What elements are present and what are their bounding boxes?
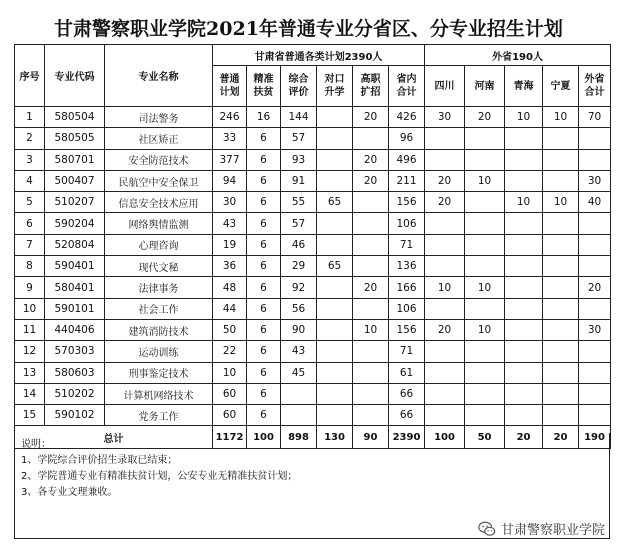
cell-name: 网络舆情监测 xyxy=(105,213,213,234)
cell-value xyxy=(579,341,611,362)
cell-value: 57 xyxy=(281,128,317,149)
cell-seq: 1 xyxy=(15,107,45,128)
cell-value: 30 xyxy=(579,319,611,340)
cell-code: 520804 xyxy=(45,234,105,255)
cell-value xyxy=(353,341,389,362)
cell-value xyxy=(579,128,611,149)
cell-value: 20 xyxy=(579,277,611,298)
cell-seq: 10 xyxy=(15,298,45,319)
cell-value xyxy=(353,405,389,426)
cell-value xyxy=(465,149,505,170)
cell-value: 6 xyxy=(247,192,281,213)
cell-value xyxy=(281,405,317,426)
cell-code: 580603 xyxy=(45,362,105,383)
cell-code: 590401 xyxy=(45,256,105,277)
total-value: 20 xyxy=(505,426,543,449)
cell-value xyxy=(543,362,579,383)
note-line-2: 2、学院普通专业有精准扶贫计划，公安专业无精准扶贫计划； xyxy=(21,471,298,482)
cell-name: 民航空中安全保卫 xyxy=(105,170,213,191)
cell-value: 10 xyxy=(465,170,505,191)
cell-seq: 12 xyxy=(15,341,45,362)
cell-value xyxy=(543,170,579,191)
cell-value: 10 xyxy=(505,107,543,128)
cell-code: 580504 xyxy=(45,107,105,128)
cell-value xyxy=(317,383,353,404)
cell-value: 90 xyxy=(281,319,317,340)
cell-value: 61 xyxy=(389,362,425,383)
cell-value xyxy=(425,256,465,277)
cell-value: 10 xyxy=(353,319,389,340)
header-col-2: 综合评价 xyxy=(281,66,317,107)
page-title: 甘肃警察职业学院2021年普通专业分省区、分专业招生计划 xyxy=(54,18,563,40)
cell-value xyxy=(425,149,465,170)
header-col-0: 普通计划 xyxy=(213,66,247,107)
table-row xyxy=(15,256,611,277)
total-value: 100 xyxy=(247,426,281,449)
cell-value xyxy=(543,234,579,255)
cell-value: 211 xyxy=(389,170,425,191)
header-gansu-group: 甘肃省普通各类计划2390人 xyxy=(213,45,425,66)
cell-value: 6 xyxy=(247,405,281,426)
header-row-1 xyxy=(15,45,611,66)
cell-value: 71 xyxy=(389,341,425,362)
cell-value: 6 xyxy=(247,362,281,383)
watermark-text: 甘肃警察职业学院 xyxy=(500,523,605,538)
cell-value xyxy=(465,383,505,404)
cell-name: 心理咨询 xyxy=(105,234,213,255)
cell-value xyxy=(425,362,465,383)
cell-value xyxy=(505,149,543,170)
cell-value: 20 xyxy=(353,149,389,170)
cell-value: 6 xyxy=(247,256,281,277)
cell-value xyxy=(543,149,579,170)
cell-code: 590101 xyxy=(45,298,105,319)
cell-value xyxy=(425,128,465,149)
cell-seq: 6 xyxy=(15,213,45,234)
cell-seq: 9 xyxy=(15,277,45,298)
cell-value xyxy=(579,234,611,255)
cell-value: 6 xyxy=(247,170,281,191)
cell-value xyxy=(317,298,353,319)
cell-value: 496 xyxy=(389,149,425,170)
header-col-8: 青海 xyxy=(505,66,543,107)
total-value: 50 xyxy=(465,426,505,449)
cell-value xyxy=(317,319,353,340)
cell-value: 6 xyxy=(247,149,281,170)
cell-name: 现代文秘 xyxy=(105,256,213,277)
cell-value xyxy=(505,319,543,340)
header-col-7: 河南 xyxy=(465,66,505,107)
cell-value: 65 xyxy=(317,192,353,213)
cell-value xyxy=(579,405,611,426)
cell-value: 22 xyxy=(213,341,247,362)
cell-value: 96 xyxy=(389,128,425,149)
total-value: 2390 xyxy=(389,426,425,449)
table-row xyxy=(15,319,611,340)
cell-value: 10 xyxy=(543,192,579,213)
header-code: 专业代码 xyxy=(45,45,105,107)
cell-value: 16 xyxy=(247,107,281,128)
cell-value xyxy=(465,128,505,149)
note-line-1: 1、学院综合评价招生录取已结束； xyxy=(21,455,178,466)
cell-value: 106 xyxy=(389,213,425,234)
table-row xyxy=(15,341,611,362)
cell-value: 93 xyxy=(281,149,317,170)
cell-value: 66 xyxy=(389,383,425,404)
cell-value: 20 xyxy=(353,107,389,128)
header-col-4: 高职扩招 xyxy=(353,66,389,107)
cell-value: 20 xyxy=(465,107,505,128)
cell-value xyxy=(317,170,353,191)
cell-seq: 13 xyxy=(15,362,45,383)
cell-code: 570303 xyxy=(45,341,105,362)
cell-value: 33 xyxy=(213,128,247,149)
cell-value xyxy=(317,149,353,170)
cell-value xyxy=(465,213,505,234)
cell-value: 6 xyxy=(247,341,281,362)
cell-value: 65 xyxy=(317,256,353,277)
cell-value xyxy=(505,256,543,277)
cell-value: 6 xyxy=(247,277,281,298)
cell-value: 6 xyxy=(247,383,281,404)
enrollment-plan-table xyxy=(14,44,611,449)
cell-value xyxy=(579,213,611,234)
total-value: 90 xyxy=(353,426,389,449)
cell-value xyxy=(543,298,579,319)
cell-value xyxy=(353,298,389,319)
cell-value: 6 xyxy=(247,319,281,340)
cell-value xyxy=(317,405,353,426)
cell-value: 156 xyxy=(389,319,425,340)
table-row xyxy=(15,298,611,319)
cell-value xyxy=(465,234,505,255)
cell-code: 580701 xyxy=(45,149,105,170)
header-outside-group: 外省190人 xyxy=(425,45,611,66)
cell-name: 党务工作 xyxy=(105,405,213,426)
cell-value xyxy=(425,383,465,404)
cell-value xyxy=(353,213,389,234)
header-name: 专业名称 xyxy=(105,45,213,107)
cell-value: 91 xyxy=(281,170,317,191)
cell-value xyxy=(425,213,465,234)
cell-name: 信息安全技术应用 xyxy=(105,192,213,213)
cell-seq: 4 xyxy=(15,170,45,191)
cell-value xyxy=(425,405,465,426)
cell-value: 36 xyxy=(213,256,247,277)
cell-value xyxy=(317,213,353,234)
cell-value: 94 xyxy=(213,170,247,191)
cell-value xyxy=(353,383,389,404)
cell-value: 20 xyxy=(425,170,465,191)
cell-value: 426 xyxy=(389,107,425,128)
cell-value: 29 xyxy=(281,256,317,277)
total-value: 20 xyxy=(543,426,579,449)
cell-value: 6 xyxy=(247,234,281,255)
cell-name: 社区矫正 xyxy=(105,128,213,149)
cell-value xyxy=(579,298,611,319)
cell-value: 92 xyxy=(281,277,317,298)
cell-code: 500407 xyxy=(45,170,105,191)
cell-value xyxy=(505,405,543,426)
cell-value: 30 xyxy=(425,107,465,128)
cell-value xyxy=(465,405,505,426)
cell-value xyxy=(505,298,543,319)
table-row xyxy=(15,107,611,128)
cell-value xyxy=(317,362,353,383)
total-value: 190 xyxy=(579,426,611,449)
table-body xyxy=(15,107,611,426)
cell-value: 10 xyxy=(213,362,247,383)
cell-value xyxy=(579,256,611,277)
cell-code: 580505 xyxy=(45,128,105,149)
cell-value xyxy=(505,170,543,191)
cell-value xyxy=(425,298,465,319)
cell-value xyxy=(465,256,505,277)
cell-value: 246 xyxy=(213,107,247,128)
cell-value: 56 xyxy=(281,298,317,319)
cell-value xyxy=(425,234,465,255)
cell-code: 580401 xyxy=(45,277,105,298)
cell-code: 440406 xyxy=(45,319,105,340)
cell-name: 计算机网络技术 xyxy=(105,383,213,404)
cell-seq: 7 xyxy=(15,234,45,255)
cell-name: 社会工作 xyxy=(105,298,213,319)
cell-value xyxy=(579,362,611,383)
total-value: 130 xyxy=(317,426,353,449)
cell-name: 安全防范技术 xyxy=(105,149,213,170)
cell-seq: 11 xyxy=(15,319,45,340)
total-value: 898 xyxy=(281,426,317,449)
cell-value xyxy=(543,128,579,149)
header-col-3: 对口升学 xyxy=(317,66,353,107)
cell-value: 46 xyxy=(281,234,317,255)
cell-value: 60 xyxy=(213,405,247,426)
cell-value: 19 xyxy=(213,234,247,255)
cell-value: 156 xyxy=(389,192,425,213)
cell-value xyxy=(353,192,389,213)
cell-value xyxy=(505,234,543,255)
cell-value xyxy=(317,128,353,149)
total-label: 总计 xyxy=(15,426,213,449)
cell-name: 运动训练 xyxy=(105,341,213,362)
cell-value: 40 xyxy=(579,192,611,213)
cell-name: 刑事鉴定技术 xyxy=(105,362,213,383)
cell-value xyxy=(353,128,389,149)
cell-value: 43 xyxy=(213,213,247,234)
cell-value xyxy=(465,192,505,213)
table-row xyxy=(15,383,611,404)
cell-value: 48 xyxy=(213,277,247,298)
cell-name: 司法警务 xyxy=(105,107,213,128)
cell-seq: 5 xyxy=(15,192,45,213)
cell-seq: 15 xyxy=(15,405,45,426)
cell-value: 60 xyxy=(213,383,247,404)
total-value: 1172 xyxy=(213,426,247,449)
cell-value: 6 xyxy=(247,128,281,149)
cell-value: 30 xyxy=(579,170,611,191)
cell-value xyxy=(543,383,579,404)
table-row xyxy=(15,213,611,234)
cell-value: 6 xyxy=(247,213,281,234)
header-col-9: 宁夏 xyxy=(543,66,579,107)
cell-value: 57 xyxy=(281,213,317,234)
cell-value: 10 xyxy=(505,192,543,213)
table-row xyxy=(15,362,611,383)
cell-value: 20 xyxy=(353,170,389,191)
cell-value xyxy=(317,234,353,255)
cell-seq: 8 xyxy=(15,256,45,277)
cell-value: 30 xyxy=(213,192,247,213)
header-col-1: 精准扶贫 xyxy=(247,66,281,107)
table-row xyxy=(15,234,611,255)
cell-value: 66 xyxy=(389,405,425,426)
cell-value: 10 xyxy=(543,107,579,128)
cell-value xyxy=(353,362,389,383)
cell-value xyxy=(505,128,543,149)
cell-name: 建筑消防技术 xyxy=(105,319,213,340)
cell-value: 20 xyxy=(425,319,465,340)
cell-value: 10 xyxy=(425,277,465,298)
cell-value xyxy=(543,277,579,298)
header-col-5: 省内合计 xyxy=(389,66,425,107)
table-row xyxy=(15,128,611,149)
cell-value: 70 xyxy=(579,107,611,128)
notes-heading: 说明： xyxy=(21,439,51,450)
table-row xyxy=(15,405,611,426)
cell-value: 377 xyxy=(213,149,247,170)
cell-value xyxy=(317,341,353,362)
cell-value xyxy=(465,362,505,383)
cell-value xyxy=(579,149,611,170)
cell-value: 106 xyxy=(389,298,425,319)
cell-value: 10 xyxy=(465,277,505,298)
cell-value xyxy=(353,256,389,277)
cell-value xyxy=(317,107,353,128)
header-col-6: 四川 xyxy=(425,66,465,107)
cell-value xyxy=(505,362,543,383)
cell-value: 50 xyxy=(213,319,247,340)
cell-value xyxy=(465,298,505,319)
cell-value: 20 xyxy=(353,277,389,298)
cell-value xyxy=(543,213,579,234)
note-line-3: 3、各专业文理兼收。 xyxy=(21,487,118,498)
cell-value xyxy=(505,383,543,404)
cell-value xyxy=(543,341,579,362)
table-row xyxy=(15,192,611,213)
table-row xyxy=(15,277,611,298)
cell-value xyxy=(317,277,353,298)
cell-code: 590102 xyxy=(45,405,105,426)
cell-value: 166 xyxy=(389,277,425,298)
cell-value: 6 xyxy=(247,298,281,319)
cell-name: 法律事务 xyxy=(105,277,213,298)
cell-seq: 3 xyxy=(15,149,45,170)
cell-code: 590204 xyxy=(45,213,105,234)
watermark xyxy=(478,519,605,538)
cell-value: 20 xyxy=(425,192,465,213)
cell-seq: 14 xyxy=(15,383,45,404)
cell-seq: 2 xyxy=(15,128,45,149)
table-row xyxy=(15,149,611,170)
cell-value: 55 xyxy=(281,192,317,213)
cell-value xyxy=(425,341,465,362)
cell-value: 43 xyxy=(281,341,317,362)
total-value: 100 xyxy=(425,426,465,449)
cell-value xyxy=(505,277,543,298)
cell-value xyxy=(543,405,579,426)
cell-value xyxy=(543,319,579,340)
cell-value: 136 xyxy=(389,256,425,277)
cell-value xyxy=(543,256,579,277)
cell-value: 45 xyxy=(281,362,317,383)
wechat-icon xyxy=(478,520,496,538)
table-row xyxy=(15,170,611,191)
cell-code: 510207 xyxy=(45,192,105,213)
cell-value: 144 xyxy=(281,107,317,128)
cell-value xyxy=(505,213,543,234)
header-col-10: 外省合计 xyxy=(579,66,611,107)
cell-value xyxy=(465,341,505,362)
cell-value xyxy=(353,234,389,255)
cell-value xyxy=(579,383,611,404)
cell-value: 44 xyxy=(213,298,247,319)
cell-value: 71 xyxy=(389,234,425,255)
cell-value xyxy=(505,341,543,362)
cell-value xyxy=(281,383,317,404)
cell-value: 10 xyxy=(465,319,505,340)
header-seq: 序号 xyxy=(15,45,45,107)
cell-code: 510202 xyxy=(45,383,105,404)
